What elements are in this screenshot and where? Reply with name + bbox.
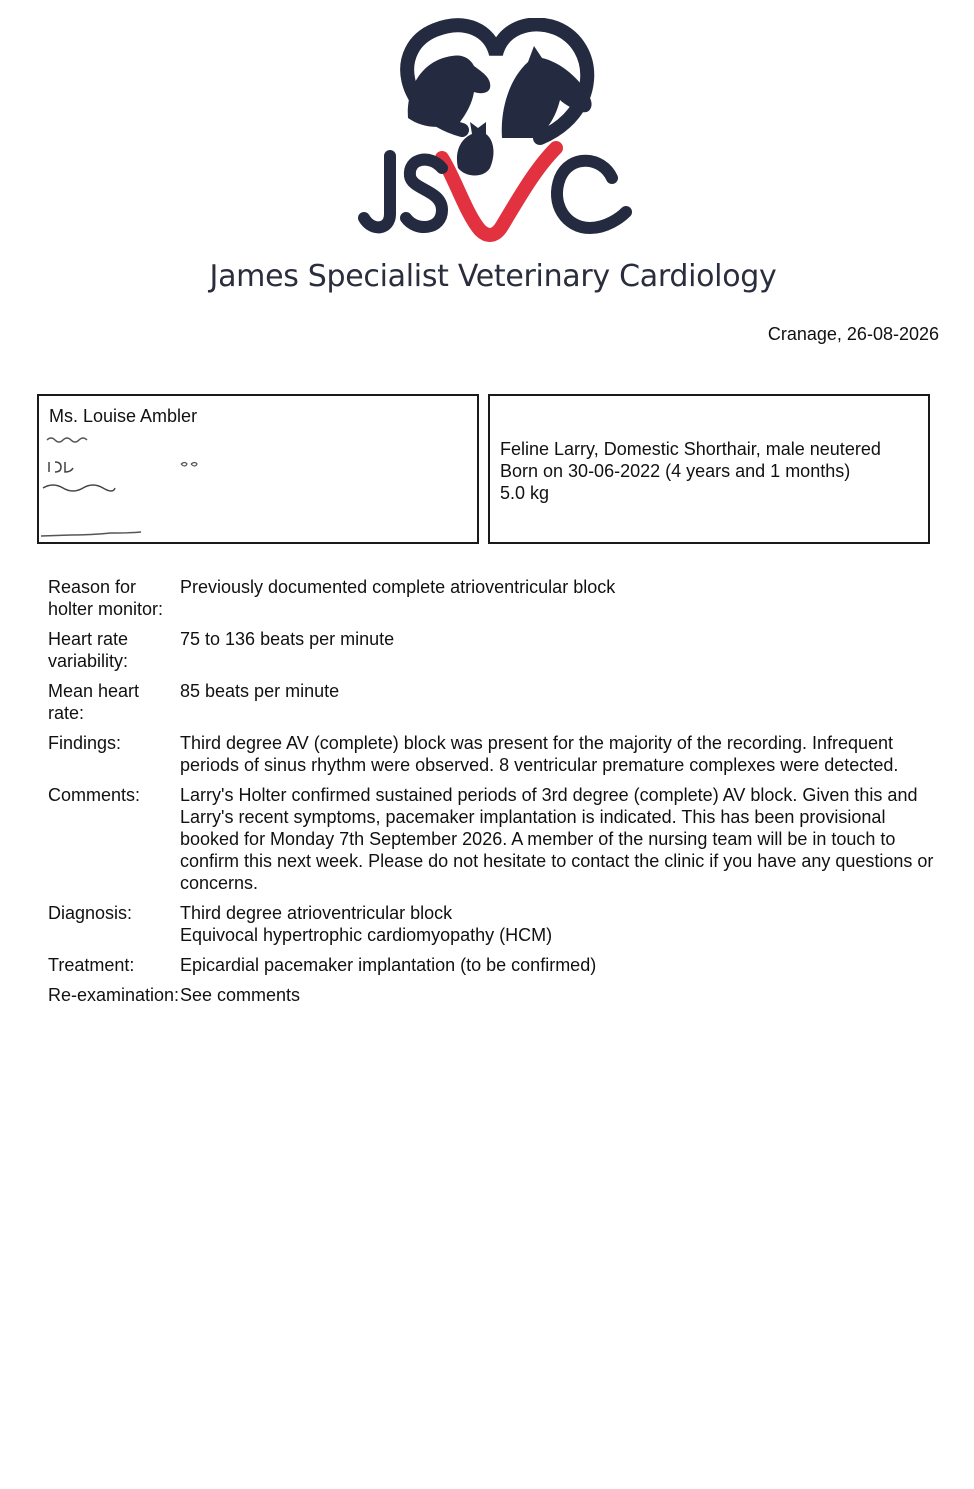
logo-letter-j — [364, 156, 390, 227]
diagnosis-row — [48, 902, 948, 946]
patient-identity: Feline Larry, Domestic Shorthair, male neutered — [500, 439, 881, 459]
redacted-address — [39, 432, 299, 542]
logo-letter-s — [406, 160, 442, 227]
reexam-label: Re-examination: — [48, 985, 180, 1005]
jsvc-logo — [350, 18, 640, 246]
report-details — [48, 576, 948, 1014]
patient-box — [488, 394, 930, 544]
patient-weight: 5.0 kg — [500, 483, 550, 503]
treatment-value — [180, 954, 948, 976]
reason-value — [180, 576, 948, 620]
diagnosis-value — [180, 902, 948, 946]
patient-details — [500, 438, 881, 504]
hrv-text: 75 to 136 beats per minute — [180, 629, 395, 649]
diagnosis-primary: Third degree atrioventricular block — [180, 903, 453, 923]
owner-name: Ms. Louise Ambler — [49, 406, 198, 426]
logo-letter-c — [557, 161, 626, 228]
findings-label: Findings: — [48, 733, 122, 753]
patient-birth: Born on 30-06-2022 (4 years and 1 months) — [500, 461, 851, 481]
treatment-text: Epicardial pacemaker implantation (to be confirmed) — [180, 955, 597, 975]
owner-box — [37, 394, 479, 544]
reason-label: Reason for holter monitor: — [48, 577, 164, 619]
mean-hr-label: Mean heart rate: — [48, 681, 140, 723]
hrv-value — [180, 628, 948, 672]
hrv-label: Heart rate variability: — [48, 629, 129, 671]
mean-hr-row — [48, 680, 948, 724]
findings-text: Third degree AV (complete) block was present for the majority of the recording. Infrequent periods of sinus rhythm were observed. 8 ventricular premature complexes were detected. — [180, 733, 899, 775]
dog-silhouette-icon — [408, 55, 490, 126]
findings-row — [48, 732, 948, 776]
treatment-row — [48, 954, 948, 976]
reexam-value — [180, 984, 948, 1006]
mean-hr-value — [180, 680, 948, 724]
reason-text: Previously documented complete atrioventricular block — [180, 577, 616, 597]
reexam-row — [48, 984, 948, 1006]
comments-text: Larry's Holter confirmed sustained periods of 3rd degree (complete) AV block. Given this and Larry's recent symptoms, pacemaker implantation is indicated. This has been provisional booked for Monday 7th September 2026. A member of the nursing team will be in touch to confirm this next week. Please do not hesitate to contact the clinic if you have any questions or concerns. — [180, 785, 934, 893]
reason-row — [48, 576, 948, 620]
mean-hr-text: 85 beats per minute — [180, 681, 340, 701]
comments-value — [180, 784, 948, 894]
diagnosis-secondary: Equivocal hypertrophic cardiomyopathy (HCM) — [180, 925, 553, 945]
reexam-text: See comments — [180, 985, 301, 1005]
place-date: Cranage, 26-08-2026 — [767, 324, 939, 344]
findings-value — [180, 732, 948, 776]
treatment-label: Treatment: — [48, 955, 135, 975]
comments-label: Comments: — [48, 785, 141, 805]
diagnosis-label: Diagnosis: — [48, 903, 133, 923]
clinic-name: James Specialist Veterinary Cardiology — [209, 259, 777, 294]
comments-row — [48, 784, 948, 894]
hrv-row — [48, 628, 948, 672]
